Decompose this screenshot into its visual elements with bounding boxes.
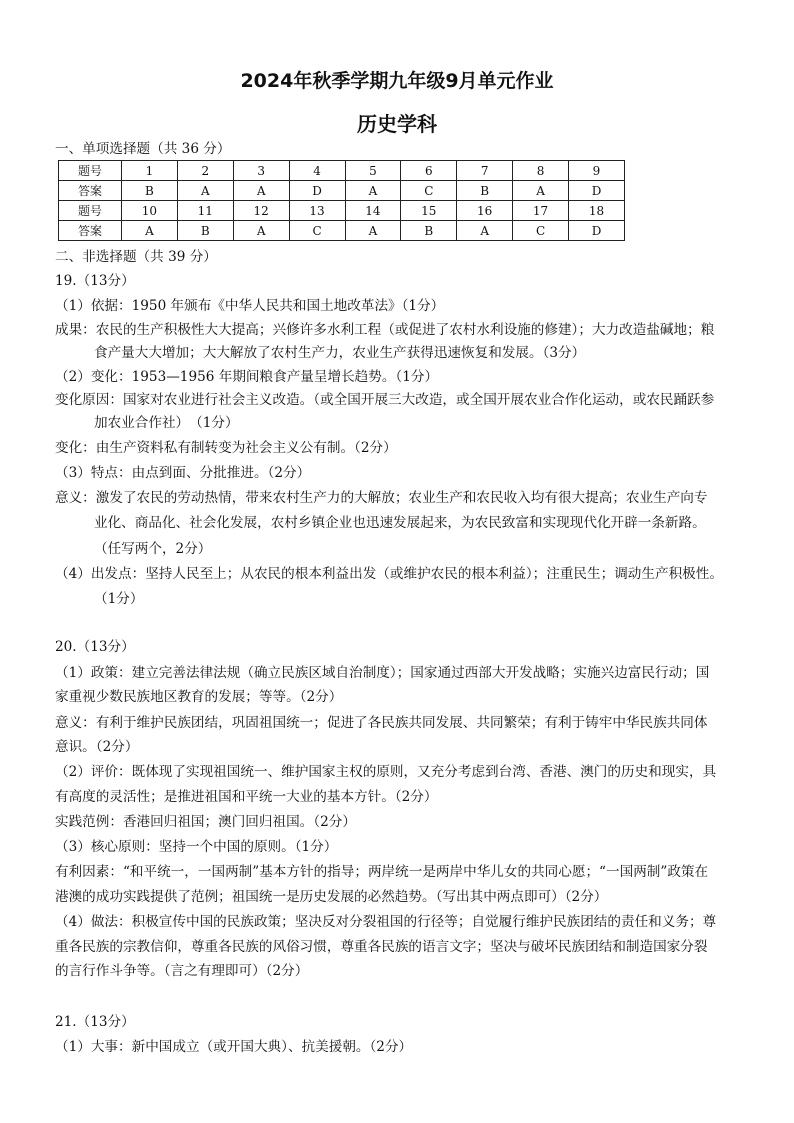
table-cell: 4	[289, 161, 345, 181]
table-cell: 3	[233, 161, 289, 181]
answer-line: （1）依据：1950 年颁布《中华人民共和国土地改革法》（1分）	[55, 298, 445, 314]
answer-line: （2）变化：1953—1956 年期间粮食产量呈增长趋势。（1分）	[55, 369, 439, 385]
answer-line: （任写两个，2分）	[94, 541, 212, 557]
table-cell: 8	[513, 161, 569, 181]
answer-line: （2）评价：既体现了实现祖国统一、维护国家主权的原则，又充分考虑到台湾、香港、澳门的历史和现实，具	[55, 764, 717, 780]
table-row	[59, 161, 625, 181]
table-cell: 题号	[59, 201, 122, 221]
table-cell: 12	[233, 201, 289, 221]
table-cell: 11	[177, 201, 233, 221]
answer-line: （1）政策：建立完善法律法规（确立民族区域自治制度）；国家通过西部大开发战略；实施兴边富民行动；国	[55, 665, 710, 681]
table-cell: B	[457, 181, 513, 201]
table-cell: D	[569, 181, 625, 201]
answer-line: 加农业合作社） （1分）	[94, 415, 239, 431]
table-cell: 18	[569, 201, 625, 221]
table-row	[59, 221, 625, 241]
answer-line: 实践范例：香港回归祖国；澳门回归祖国。（2分）	[55, 814, 356, 830]
table-cell: C	[401, 181, 457, 201]
document-subtitle: 历史学科	[357, 112, 437, 136]
table-cell: D	[569, 221, 625, 241]
answer-line: 家重视少数民族地区教育的发展；等等。（2分）	[55, 689, 343, 705]
answer-line: （4）出发点：坚持人民至上；从农民的根本利益出发（或维护农民的根本利益）；注重民生；调动生产积极性。	[55, 566, 723, 582]
answer-line: （3）特点：由点到面、分批推进。（2分）	[55, 465, 311, 481]
table-cell: 5	[345, 161, 401, 181]
table-cell: 15	[401, 201, 457, 221]
table-row	[59, 181, 625, 201]
table-cell: B	[401, 221, 457, 241]
table-cell: B	[177, 221, 233, 241]
answer-line: （1）大事：新中国成立（或开国大典）、抗美援朝。（2分）	[55, 1039, 413, 1055]
table-cell: 答案	[59, 181, 122, 201]
answer-line: 成果：农民的生产积极性大大提高；兴修许多水利工程（或促进了农村水利设施的修建）；大力改造盐碱地；粮	[55, 322, 715, 338]
answer-line: （3）核心原则：坚持一个中国的原则。（1分）	[55, 839, 338, 855]
table-cell: A	[122, 221, 178, 241]
table-cell: 10	[122, 201, 178, 221]
answer-line: 意义：有利于维护民族团结，巩固祖国统一；促进了各民族共同发展、共同繁荣；有利于铸牢中华民族共同体	[55, 715, 708, 731]
answer-line: 意识。（2分）	[55, 739, 139, 755]
answer-line: 业化、商品化、社会化发展，农村乡镇企业也迅速发展起来，为农民致富和实现现代化开辟一条新路。	[94, 515, 706, 531]
question-heading: 21.（13分）	[55, 1014, 135, 1030]
table-cell: A	[233, 221, 289, 241]
table-cell: 2	[177, 161, 233, 181]
document-title: 2024年秋季学期九年级9月单元作业	[240, 70, 554, 92]
table-cell: A	[177, 181, 233, 201]
answer-line: 的言行作斗争等。（言之有理即可）（2分）	[55, 963, 309, 979]
answer-line: （4）做法：积极宣传中国的民族政策；坚决反对分裂祖国的行径等；自觉履行维护民族团结的责任和义务；尊	[55, 914, 717, 930]
answer-line: 变化：由生产资料私有制转变为社会主义公有制。（2分）	[55, 440, 397, 456]
table-cell: A	[345, 221, 401, 241]
question-heading: 19.（13分）	[55, 273, 135, 289]
answer-line: 有高度的灵活性；是推进祖国和平统一大业的基本方针。（2分）	[55, 789, 438, 805]
table-cell: 13	[289, 201, 345, 221]
question-heading: 20.（13分）	[55, 639, 135, 655]
answer-line: 食产量大大增加；大大解放了农村生产力，农业生产获得迅速恢复和发展。（3分）	[94, 345, 586, 361]
table-cell: 答案	[59, 221, 122, 241]
table-cell: 9	[569, 161, 625, 181]
table-row	[59, 201, 625, 221]
answer-line: 有利因素：“和平统一，一国两制”基本方针的指导；两岸统一是两岸中华儿女的共同心愿；“一国两制”政策在	[55, 864, 709, 880]
table-cell: 16	[457, 201, 513, 221]
table-cell: A	[233, 181, 289, 201]
table-cell: C	[289, 221, 345, 241]
answer-line: 重各民族的宗教信仰，尊重各民族的风俗习惯，尊重各民族的语言文字；坚决与破坏民族团结和制造国家分裂	[55, 939, 708, 955]
answer-line: 意义：激发了农民的劳动热情，带来农村生产力的大解放；农业生产和农民收入均有很大提高；农业生产向专	[55, 490, 708, 506]
table-cell: 1	[122, 161, 178, 181]
table-cell: D	[289, 181, 345, 201]
table-cell: 6	[401, 161, 457, 181]
section-heading: 一、单项选择题（共 36 分）	[55, 141, 231, 157]
table-cell: A	[345, 181, 401, 201]
section-heading: 二、非选择题（共 39 分）	[55, 249, 217, 265]
table-cell: 题号	[59, 161, 122, 181]
table-cell: 14	[345, 201, 401, 221]
answer-table	[58, 160, 625, 241]
answer-line: 变化原因：国家对农业进行社会主义改造。（或全国开展三大改造，或全国开展农业合作化运动，或农民踊跃参	[55, 392, 715, 408]
answer-line: 港澳的成功实践提供了范例；祖国统一是历史发展的必然趋势。（写出其中两点即可）（2分）	[55, 889, 608, 905]
table-cell: C	[513, 221, 569, 241]
answer-line: （1分）	[94, 591, 144, 607]
table-cell: 7	[457, 161, 513, 181]
table-cell: B	[122, 181, 178, 201]
table-cell: A	[513, 181, 569, 201]
table-cell: 17	[513, 201, 569, 221]
table-cell: A	[457, 221, 513, 241]
